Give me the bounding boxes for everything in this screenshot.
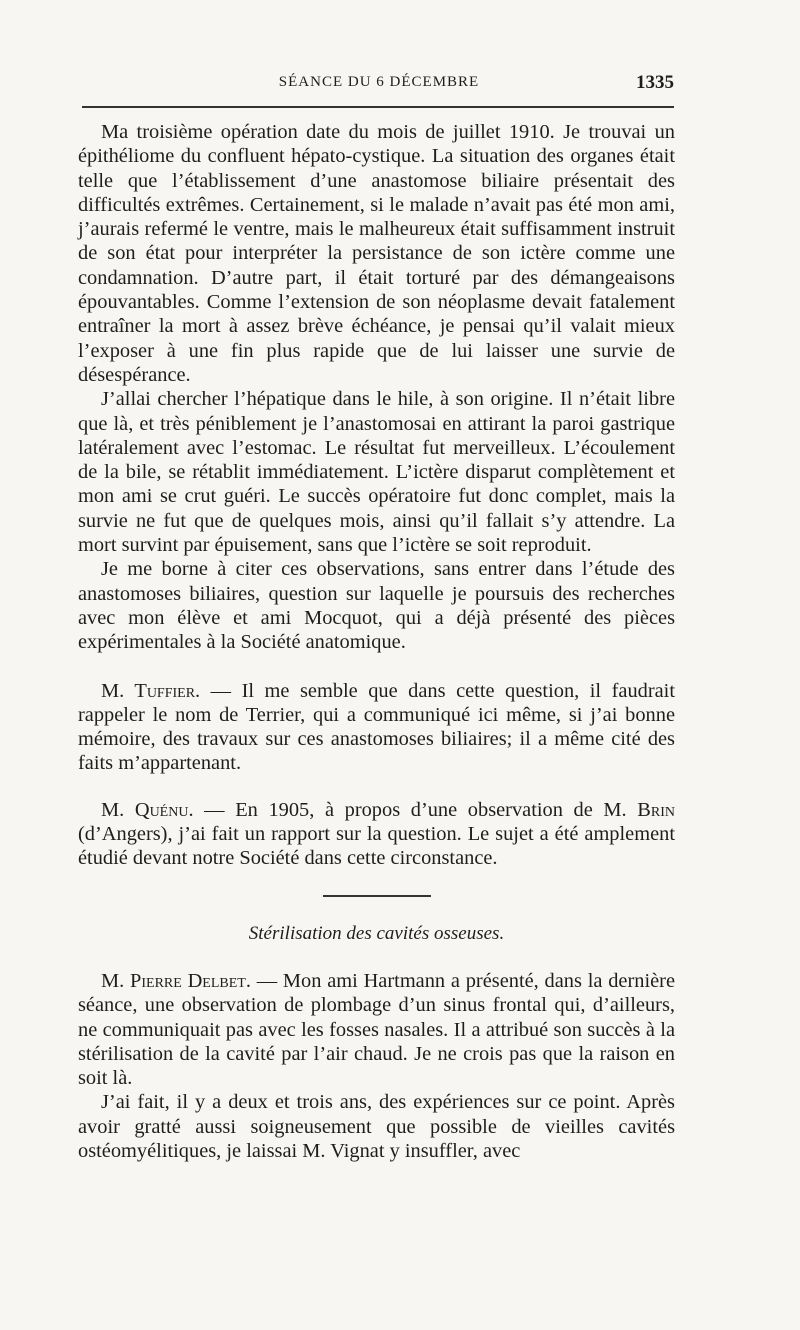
tuffier-text: — Il me semble que dans cette question, il faudrait rappeler le nom de Terrier, qui a communiqué ici même, si j’ai bonne mémoire, des travaux sur ces anastomoses biliaires; il a même cité des faits m’appartenant. <box>78 679 676 775</box>
quenu-text-before: — En 1905, à propos d’une observation de M. <box>193 798 638 821</box>
paragraph-tuffier <box>78 679 675 776</box>
paragraph-delbet <box>78 969 675 1090</box>
header-rule <box>82 106 674 108</box>
section-title: Stérilisation des cavités osseuses. <box>248 922 505 944</box>
section-separator <box>323 895 431 897</box>
running-head <box>82 74 676 96</box>
speaker-quenu: M. Quénu. <box>101 798 194 821</box>
delbet-text: — Mon ami Hartmann a présenté, dans la dernière séance, une observation de plombage d’un sinus frontal qui, d’ailleurs, ne communiquait pas avec les fosses nasales. Il a attribué son succès à la stérilisation de la cavité par l’air chaud. Je ne crois pas que la raison en soit là. <box>78 969 675 1090</box>
paragraph-observations: Je me borne à citer ces observations, sans entrer dans l’étude des anastomoses biliaires, question sur laquelle je poursuis des recherches avec mon élève et ami Mocquot, qui a déjà présenté des pièces expérimentales à la Société anatomique. <box>78 558 675 654</box>
page-number: 1335 <box>636 72 674 93</box>
speaker-delbet: M. Pierre Delbet. <box>101 969 251 992</box>
paragraph-quenu <box>78 798 675 871</box>
quenu-text-after: (d’Angers), j’ai fait un rapport sur la question. Le sujet a été amplement étudié devant notre Société dans cette circonstance. <box>78 823 675 870</box>
name-brin: Brin <box>637 798 675 821</box>
running-title: SÉANCE DU 6 DÉCEMBRE <box>278 74 480 90</box>
speaker-tuffier: M. Tuffier. <box>101 679 201 702</box>
paragraph-hepatique: J’allai chercher l’hépatique dans le hile, à son origine. Il n’était libre que là, et très péniblement je l’anastomosai en attirant la paroi gastrique latéralement avec l’estomac. Le résultat fut merveilleux. L’écoulement de la bile, se rétablit immédiatement. L’ictère disparut complètement et mon ami se crut guéri. Le succès opératoire fut donc complet, mais la survie ne fut que de quelques mois, ainsi qu’il fallait s’y attendre. La mort survint par épuisement, sans que l’ictère se soit reproduit. <box>78 388 675 557</box>
body-text <box>78 120 675 1163</box>
paragraph-operation: Ma troisième opération date du mois de juillet 1910. Je trouvai un épithéliome du confluent hépato-cystique. La situation des organes était telle que l’établissement d’une anastomose biliaire présentait des difficultés extrêmes. Certainement, si le malade n’avait pas été mon ami, j’aurais refermé le ventre, mais le malheureux était suffisamment instruit de son état pour interpréter la persistance de son ictère comme une condamnation. D’autre part, il était torturé par des démangeaisons épouvantables. Comme l’extension de son néoplasme devait fatalement entraîner la mort à assez brève échéance, je pensai qu’il valait mieux l’exposer à une fin plus rapide que de lui laisser une survie de désespérance. <box>78 121 675 386</box>
paragraph-delbet-experiences: J’ai fait, il y a deux et trois ans, des expériences sur ce point. Après avoir gratté aussi soigneusement que possible de vieilles cavités ostéomyélitiques, je laissai M. Vignat y insuffler, avec <box>78 1091 675 1162</box>
